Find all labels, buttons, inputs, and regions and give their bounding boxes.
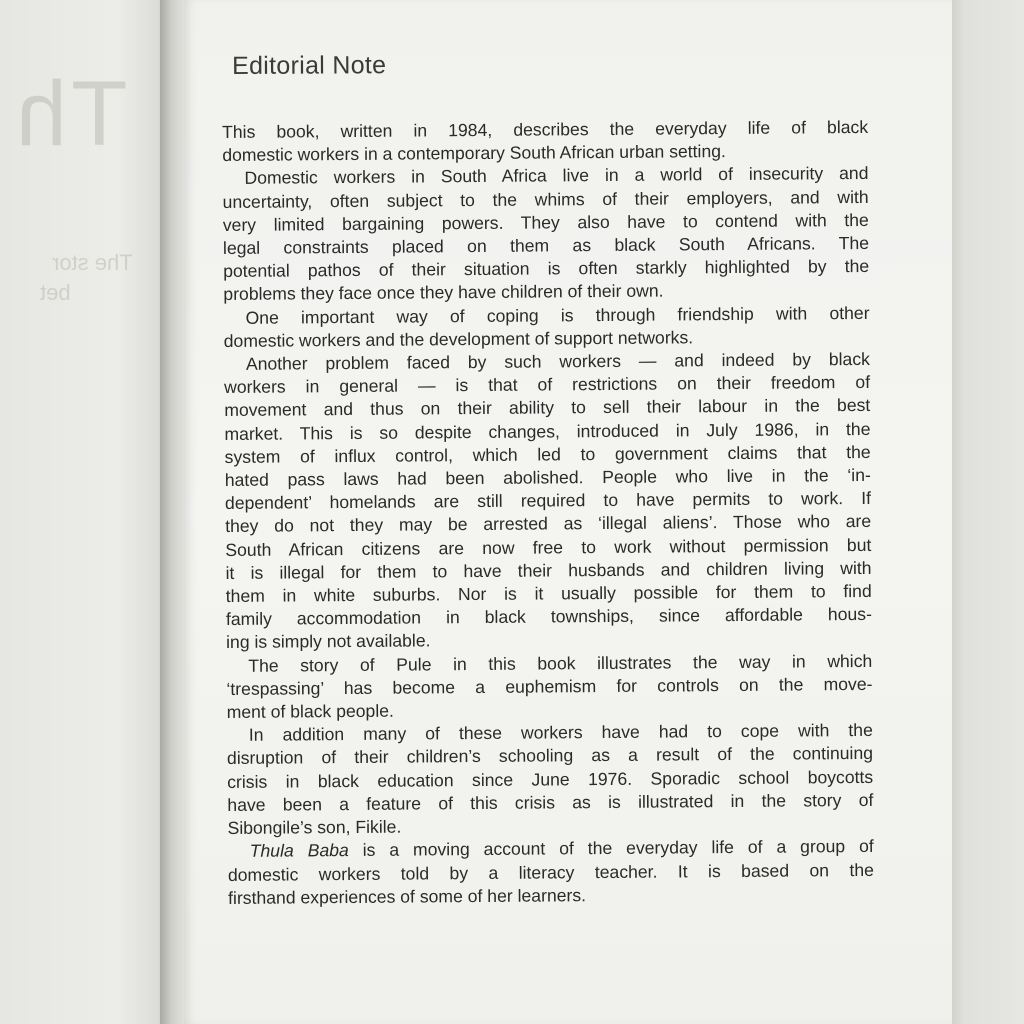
text-line: Sibongile’s son, Fikile. (227, 816, 402, 839)
text-line: them in white suburbs. Nor is it usually possible for them to find (225, 580, 872, 607)
text-line: workers in general — is that of restrictions on their freedom of (224, 372, 871, 398)
text-line: movement and thus on their ability to sell their labour in the best (224, 395, 871, 421)
bleed-through-text: bet (40, 280, 71, 305)
text-line: it is illegal for them to have their husbands and children living with (225, 557, 872, 583)
text-line: legal constraints placed on them as black South Africans. The (222, 232, 870, 259)
paragraph (227, 719, 874, 840)
paragraph (222, 162, 869, 306)
bleed-through-heading: Th (12, 63, 128, 165)
text-line: Thula Baba is a moving account of the everyday life of a group of (249, 836, 874, 862)
text-line: potential pathos of their situation is often starkly highlighted by the (223, 256, 870, 282)
text-line: domestic workers told by a literacy teacher. It is based on the (227, 859, 874, 885)
text-line: disruption of their children’s schooling as a result of the continuing (226, 743, 874, 769)
text-line: uncertainty, often subject to the whims of their employers, and with (222, 186, 869, 212)
bleed-through-text: The stor (52, 250, 133, 275)
text-line: family accommodation in black townships, since affordable hous- (225, 604, 872, 630)
page-title: Editorial Note (232, 51, 387, 80)
book-gutter (160, 0, 186, 1024)
text-line: crisis in black education since June 1976. Sporadic school boycotts (227, 766, 874, 792)
text-line: Another problem faced by such workers — and indeed by black (245, 348, 870, 374)
text-line: hated pass laws had been abolished. People who live in the ‘in- (224, 464, 871, 491)
text-line: The story of Pule in this book illustrates the way in which (248, 650, 873, 676)
text-line: domestic workers in a contemporary South African urban setting. (222, 141, 726, 166)
text-line: market. This is so despite changes, introduced in July 1986, in the (224, 418, 871, 444)
text-line: very limited bargaining powers. They also have to contend with the (222, 209, 869, 235)
paragraph (228, 835, 875, 910)
text-line: Domestic workers in South Africa live in a world of insecurity and (244, 163, 869, 189)
text-line: South African citizens are now free to work without permission but (225, 534, 872, 560)
text-line: domestic workers and the development of support networks. (223, 327, 694, 351)
text-line: they do not they may be arrested as ‘illegal aliens’. Those who are (225, 511, 872, 537)
text-line: firsthand experiences of some of her learners. (228, 884, 587, 908)
text-line: ment of black people. (226, 700, 394, 723)
paragraph (222, 116, 868, 167)
paragraph (226, 650, 873, 725)
text-line: have been a feature of this crisis as is illustrated in the story of (227, 789, 874, 815)
book-title-italic: Thula Baba (249, 840, 349, 862)
left-facing-page (0, 0, 168, 1024)
text-line: problems they face once they have children of their own. (223, 280, 664, 305)
text-line: dependent’ homelands are still required to have permits to work. If (224, 488, 872, 514)
text-line: In addition many of these workers have had to cope with the (248, 720, 873, 746)
editorial-note-body (222, 116, 874, 910)
paragraph (224, 348, 872, 655)
text-line: system of influx control, which led to government claims that the (224, 441, 871, 467)
text-line: One important way of coping is through friendship with other (245, 302, 870, 328)
page-edge (950, 0, 1024, 1024)
text-line: This book, written in 1984, describes the everyday life of black (222, 116, 869, 142)
text-line: ‘trespassing’ has become a euphemism for controls on the move- (226, 673, 873, 699)
text-line: ing is simply not available. (226, 630, 431, 653)
paragraph (223, 302, 869, 353)
